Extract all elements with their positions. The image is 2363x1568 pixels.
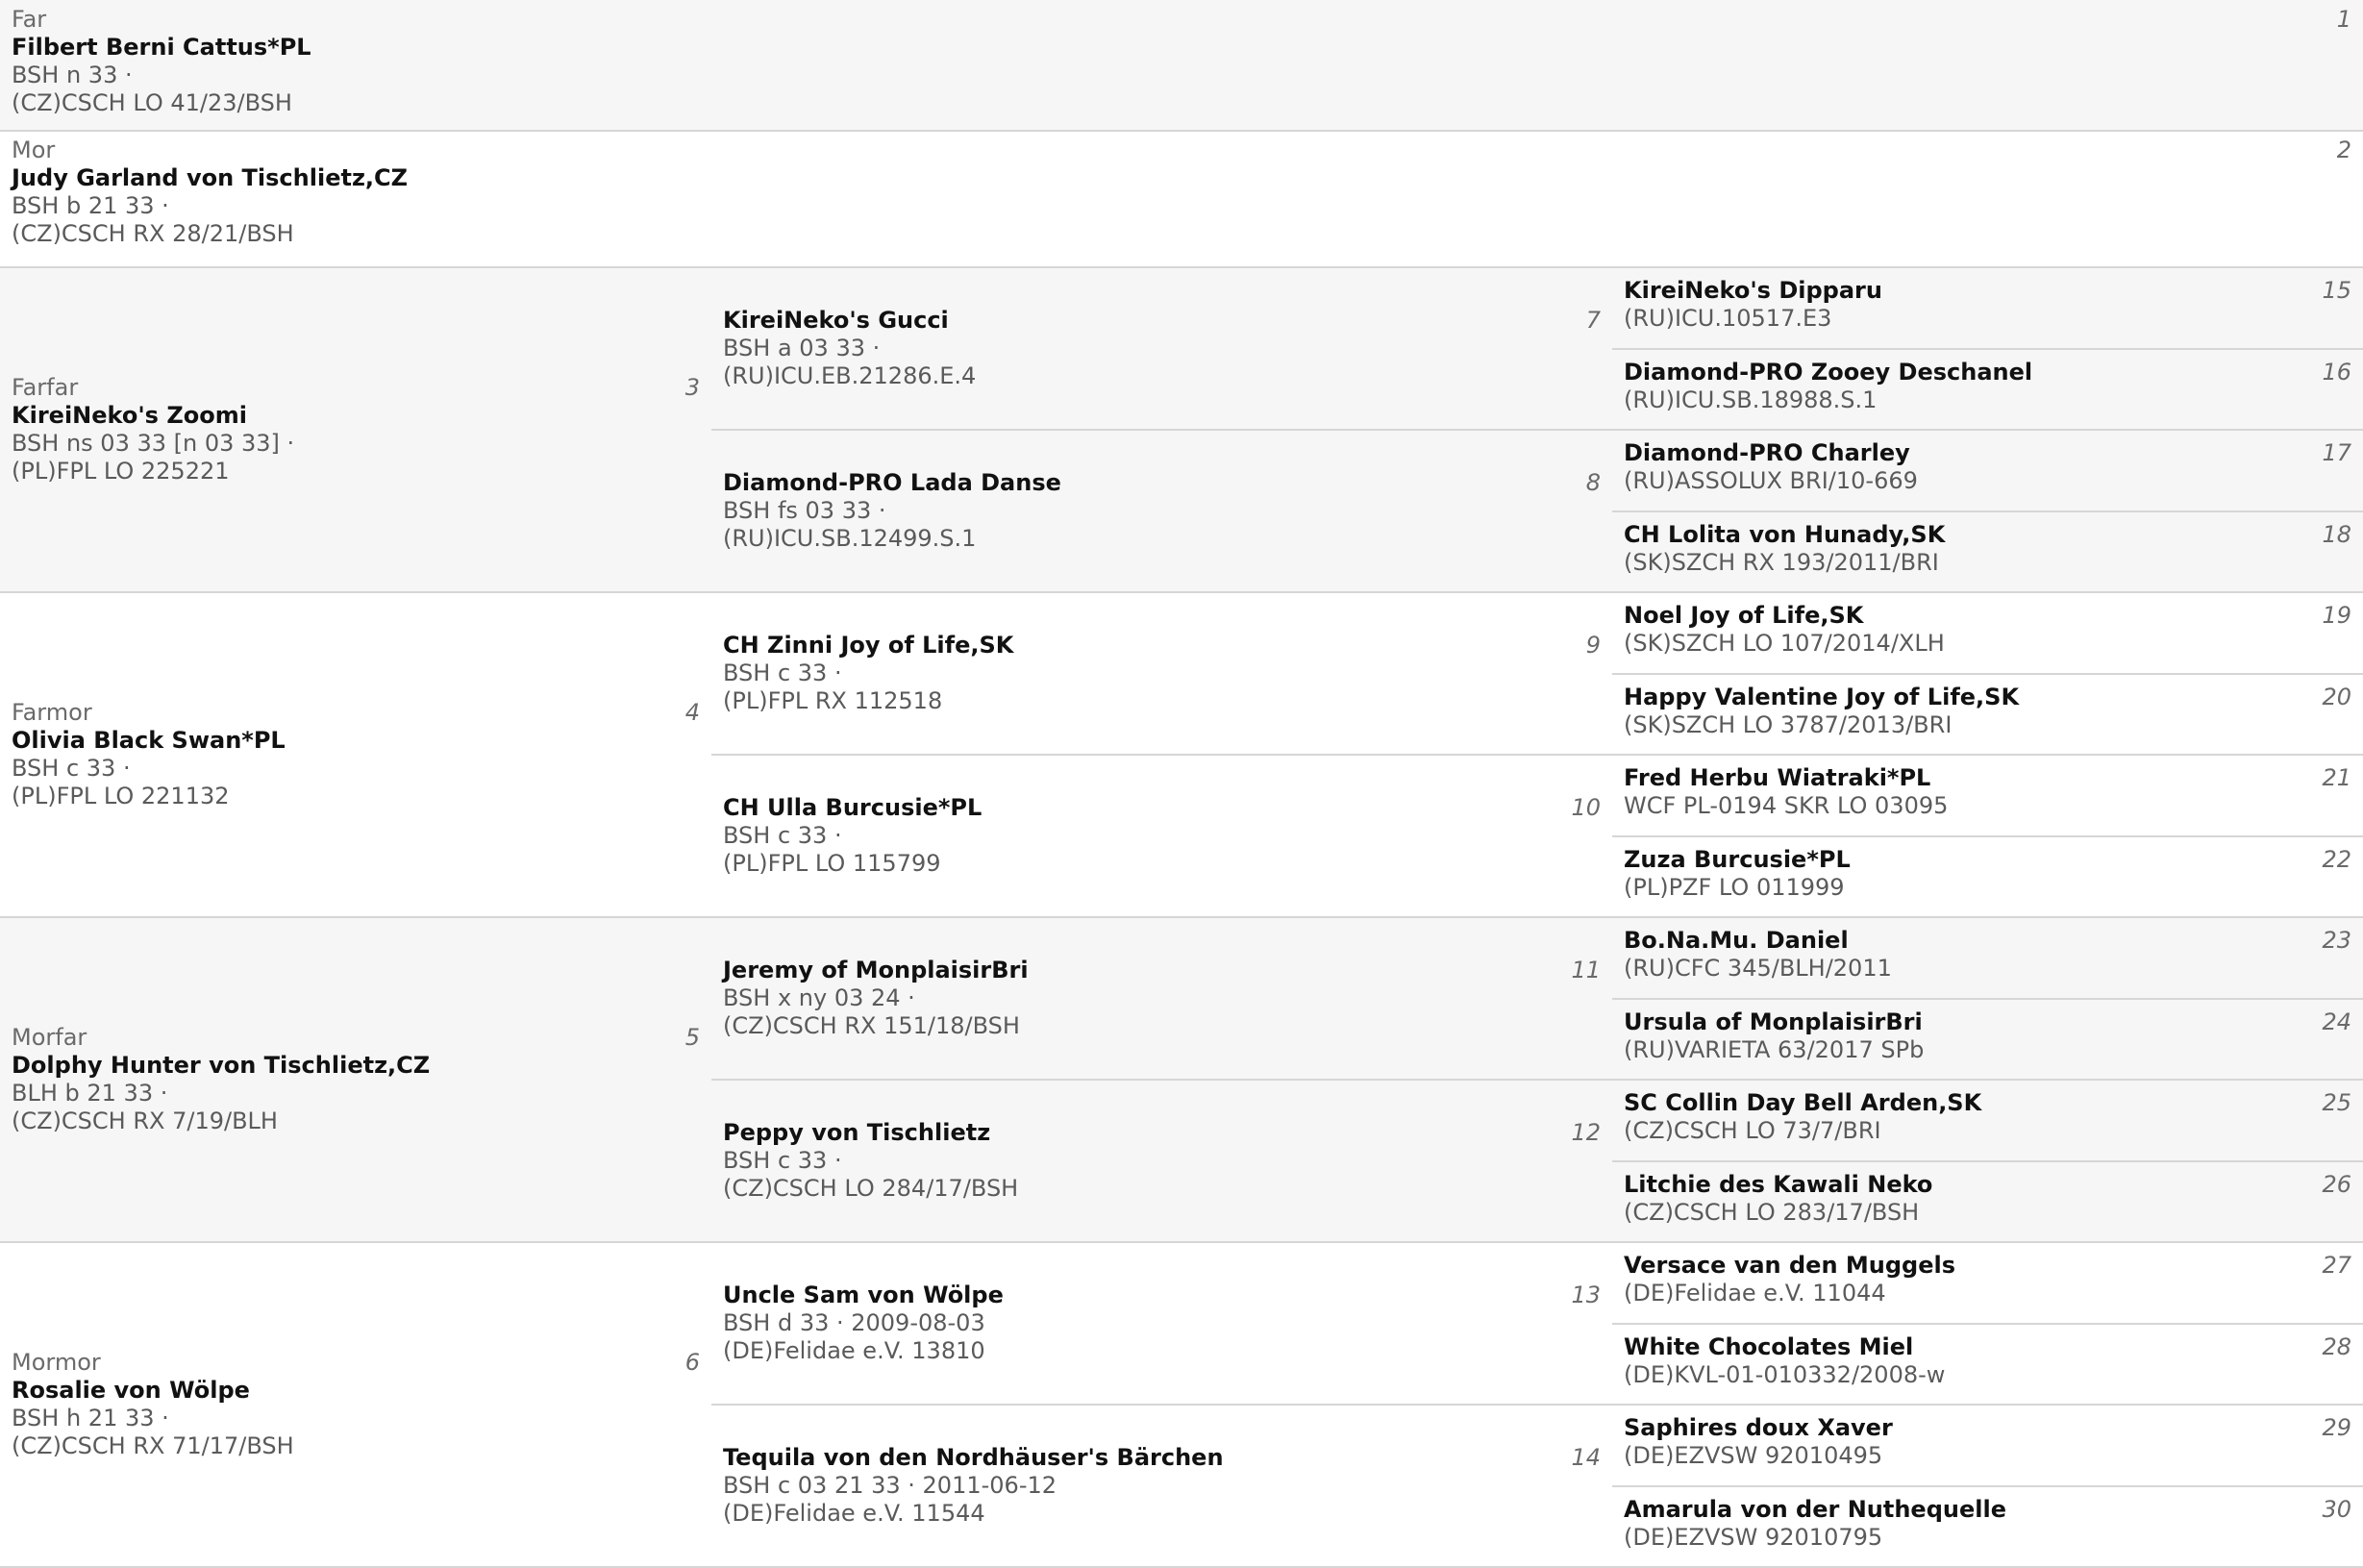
ancestor-number: 23 <box>2322 927 2351 954</box>
ancestor-number: 26 <box>2322 1170 2351 1198</box>
ancestor-name: Ursula of MonplaisirBri <box>1624 1008 1923 1035</box>
ancestor-number: 4 <box>684 699 700 726</box>
ancestor-breed: BSH x ny 03 24 · <box>723 983 915 1011</box>
ancestor-registration: (SK)SZCH LO 3787/2013/BRI <box>1624 710 1953 738</box>
grandparent-cell <box>0 592 711 917</box>
ancestor-role: Far <box>12 6 47 33</box>
ancestor-name: Happy Valentine Joy of Life,SK <box>1624 683 2020 710</box>
ancestor-name: Rosalie von Wölpe <box>12 1377 250 1404</box>
ancestor-registration: (DE)Felidae e.V. 13810 <box>723 1336 985 1364</box>
ancestor-name: CH Lolita von Hunady,SK <box>1624 520 1946 548</box>
great-great-grandparent-cell <box>1612 349 2363 431</box>
ancestor-registration: (RU)ICU.SB.18988.S.1 <box>1624 386 1878 413</box>
ancestor-name: Tequila von den Nordhäuser's Bärchen <box>723 1443 1224 1471</box>
ancestor-name: Judy Garland von Tischlietz,CZ <box>12 164 409 191</box>
ancestor-registration: (CZ)CSCH LO 73/7/BRI <box>1624 1117 1881 1144</box>
ancestor-registration: (RU)ICU.10517.E3 <box>1624 305 1832 332</box>
ancestor-role: Farfar <box>12 374 79 401</box>
row-divider <box>711 1404 2363 1406</box>
row-divider <box>711 429 2363 431</box>
row-divider <box>0 916 2363 918</box>
ancestor-name: KireiNeko's Gucci <box>723 306 949 334</box>
great-great-grandparent-cell <box>1612 1405 2363 1486</box>
great-grandparent-cell <box>711 592 1612 755</box>
great-great-grandparent-cell <box>1612 917 2363 999</box>
ancestor-breed: BSH c 33 · <box>723 659 842 686</box>
great-grandparent-cell <box>711 917 1612 1080</box>
ancestor-registration: (CZ)CSCH LO 41/23/BSH <box>12 89 292 116</box>
great-great-grandparent-cell <box>1612 1161 2363 1243</box>
ancestor-role: Morfar <box>12 1024 87 1051</box>
grandparent-cell <box>0 917 711 1242</box>
row-divider <box>1612 673 2363 675</box>
ancestor-number: 3 <box>684 374 700 401</box>
ancestor-registration: (RU)ASSOLUX BRI/10-669 <box>1624 467 1918 494</box>
ancestor-number: 29 <box>2322 1414 2351 1441</box>
ancestor-number: 10 <box>1571 793 1601 821</box>
row-divider <box>0 130 2363 132</box>
ancestor-registration: (CZ)CSCH RX 151/18/BSH <box>723 1011 1020 1039</box>
row-divider <box>1612 510 2363 512</box>
great-grandparent-cell <box>711 755 1612 917</box>
ancestor-number: 21 <box>2322 764 2351 791</box>
ancestor-number: 27 <box>2322 1252 2351 1279</box>
ancestor-role: Farmor <box>12 699 92 726</box>
row-divider <box>0 1241 2363 1243</box>
great-grandparent-cell <box>711 267 1612 430</box>
great-great-grandparent-cell <box>1612 755 2363 836</box>
ancestor-number: 6 <box>684 1349 700 1376</box>
ancestor-name: Jeremy of MonplaisirBri <box>723 956 1029 983</box>
ancestor-breed: BSH b 21 33 · <box>12 192 169 219</box>
ancestor-name: White Chocolates Miel <box>1624 1332 1914 1360</box>
dam-row <box>0 131 2363 267</box>
ancestor-name: CH Zinni Joy of Life,SK <box>723 631 1014 659</box>
great-great-grandparent-cell <box>1612 999 2363 1081</box>
ancestor-registration: (SK)SZCH LO 107/2014/XLH <box>1624 630 1945 657</box>
ancestor-name: KireiNeko's Zoomi <box>12 402 247 429</box>
ancestor-registration: (PL)PZF LO 011999 <box>1624 873 1845 901</box>
great-great-grandparent-cell <box>1612 1242 2363 1324</box>
ancestor-breed: BSH d 33 · 2009-08-03 <box>723 1308 985 1336</box>
ancestor-breed: BSH ns 03 33 [n 03 33] · <box>12 430 295 457</box>
ancestor-name: Versace van den Muggels <box>1624 1252 1956 1279</box>
ancestor-name: KireiNeko's Dipparu <box>1624 277 1882 304</box>
row-divider <box>1612 998 2363 1000</box>
ancestor-name: Bo.Na.Mu. Daniel <box>1624 927 1849 954</box>
ancestor-number: 19 <box>2322 602 2351 629</box>
ancestor-registration: (CZ)CSCH LO 283/17/BSH <box>1624 1198 1920 1226</box>
ancestor-number: 13 <box>1571 1281 1601 1308</box>
ancestor-name: Noel Joy of Life,SK <box>1624 602 1864 629</box>
great-great-grandparent-cell <box>1612 836 2363 918</box>
ancestor-registration: (DE)Felidae e.V. 11544 <box>723 1499 985 1527</box>
row-divider <box>1612 1485 2363 1487</box>
ancestor-name: Dolphy Hunter von Tischlietz,CZ <box>12 1052 431 1079</box>
ancestor-name: Amarula von der Nuthequelle <box>1624 1495 2006 1523</box>
ancestor-registration: (DE)EZVSW 92010495 <box>1624 1442 1883 1469</box>
ancestor-breed: BLH b 21 33 · <box>12 1080 168 1107</box>
great-great-grandparent-cell <box>1612 1324 2363 1406</box>
ancestor-breed: BSH n 33 · <box>12 62 133 88</box>
row-divider <box>0 266 2363 268</box>
great-great-grandparent-cell <box>1612 592 2363 674</box>
ancestor-registration: (PL)FPL LO 225221 <box>12 458 230 485</box>
ancestor-name: Uncle Sam von Wölpe <box>723 1281 1004 1308</box>
ancestor-registration: (DE)EZVSW 92010795 <box>1624 1523 1883 1551</box>
ancestor-number: 17 <box>2322 439 2351 466</box>
great-grandparent-cell <box>711 430 1612 592</box>
great-great-grandparent-cell <box>1612 674 2363 756</box>
ancestor-number: 12 <box>1571 1118 1601 1146</box>
ancestor-number: 9 <box>1585 631 1601 659</box>
ancestor-name: Olivia Black Swan*PL <box>12 727 286 754</box>
ancestor-registration: (RU)ICU.SB.12499.S.1 <box>723 524 977 552</box>
ancestor-breed: BSH c 03 21 33 · 2011-06-12 <box>723 1471 1057 1499</box>
row-divider <box>0 591 2363 593</box>
ancestor-number: 28 <box>2322 1332 2351 1360</box>
ancestor-number: 25 <box>2322 1089 2351 1116</box>
ancestor-registration: (PL)FPL LO 115799 <box>723 849 941 877</box>
ancestor-registration: (CZ)CSCH RX 7/19/BLH <box>12 1108 278 1134</box>
ancestor-breed: BSH c 33 · <box>12 755 131 782</box>
ancestor-number: 30 <box>2322 1495 2351 1523</box>
ancestor-role: Mor <box>12 137 56 163</box>
ancestor-registration: (CZ)CSCH LO 284/17/BSH <box>723 1174 1019 1202</box>
ancestor-registration: (CZ)CSCH RX 28/21/BSH <box>12 220 294 247</box>
ancestor-number: 5 <box>684 1024 700 1051</box>
ancestor-registration: (PL)FPL RX 112518 <box>723 686 943 714</box>
grandparent-cell <box>0 267 711 592</box>
ancestor-number: 24 <box>2322 1008 2351 1035</box>
great-great-grandparent-cell <box>1612 1080 2363 1161</box>
ancestor-name: Filbert Berni Cattus*PL <box>12 34 311 61</box>
great-great-grandparent-cell <box>1612 1486 2363 1568</box>
ancestor-registration: (PL)FPL LO 221132 <box>12 783 230 809</box>
ancestor-number: 22 <box>2322 845 2351 873</box>
ancestor-number: 8 <box>1585 468 1601 496</box>
row-divider <box>1612 835 2363 837</box>
grandparent-cell <box>0 1242 711 1567</box>
ancestor-registration: (CZ)CSCH RX 71/17/BSH <box>12 1432 294 1459</box>
ancestor-number: 1 <box>2336 6 2351 33</box>
ancestor-number: 16 <box>2322 358 2351 386</box>
row-divider <box>711 1079 2363 1081</box>
ancestor-registration: (RU)ICU.EB.21286.E.4 <box>723 361 977 389</box>
ancestor-registration: (SK)SZCH RX 193/2011/BRI <box>1624 548 1939 576</box>
row-divider <box>1612 348 2363 350</box>
ancestor-name: Peppy von Tischlietz <box>723 1118 991 1146</box>
great-great-grandparent-cell <box>1612 267 2363 349</box>
row-divider <box>1612 1160 2363 1162</box>
row-divider <box>711 754 2363 756</box>
ancestor-breed: BSH fs 03 33 · <box>723 496 886 524</box>
ancestor-number: 7 <box>1585 306 1601 334</box>
ancestor-breed: BSH c 33 · <box>723 821 842 849</box>
ancestor-role: Mormor <box>12 1349 101 1376</box>
ancestor-registration: (RU)VARIETA 63/2017 SPb <box>1624 1035 1925 1063</box>
ancestor-registration: (RU)CFC 345/BLH/2011 <box>1624 955 1892 982</box>
ancestor-name: Saphires doux Xaver <box>1624 1414 1893 1441</box>
great-great-grandparent-cell <box>1612 430 2363 511</box>
great-great-grandparent-cell <box>1612 511 2363 593</box>
row-divider <box>1612 1323 2363 1325</box>
sire-row <box>0 0 2363 131</box>
ancestor-registration: WCF PL-0194 SKR LO 03095 <box>1624 792 1949 819</box>
ancestor-name: SC Collin Day Bell Arden,SK <box>1624 1089 1982 1116</box>
ancestor-number: 11 <box>1571 956 1601 983</box>
great-grandparent-cell <box>711 1242 1612 1405</box>
ancestor-name: Fred Herbu Wiatraki*PL <box>1624 764 1931 791</box>
great-grandparent-cell <box>711 1405 1612 1567</box>
ancestor-number: 18 <box>2322 520 2351 548</box>
ancestor-number: 15 <box>2322 277 2351 304</box>
ancestor-name: Diamond-PRO Lada Danse <box>723 468 1061 496</box>
ancestor-name: Litchie des Kawali Neko <box>1624 1170 1933 1198</box>
ancestor-breed: BSH h 21 33 · <box>12 1405 169 1431</box>
ancestor-breed: BSH c 33 · <box>723 1146 842 1174</box>
ancestor-number: 14 <box>1571 1443 1601 1471</box>
ancestor-name: Diamond-PRO Zooey Deschanel <box>1624 358 2033 386</box>
ancestor-name: Zuza Burcusie*PL <box>1624 845 1851 873</box>
ancestor-registration: (DE)KVL-01-010332/2008-w <box>1624 1360 1946 1388</box>
great-grandparent-cell <box>711 1080 1612 1242</box>
ancestor-name: CH Ulla Burcusie*PL <box>723 793 983 821</box>
ancestor-number: 20 <box>2322 683 2351 710</box>
ancestor-number: 2 <box>2336 137 2351 163</box>
ancestor-registration: (DE)Felidae e.V. 11044 <box>1624 1280 1886 1307</box>
ancestor-breed: BSH a 03 33 · <box>723 334 881 361</box>
ancestor-name: Diamond-PRO Charley <box>1624 439 1910 466</box>
